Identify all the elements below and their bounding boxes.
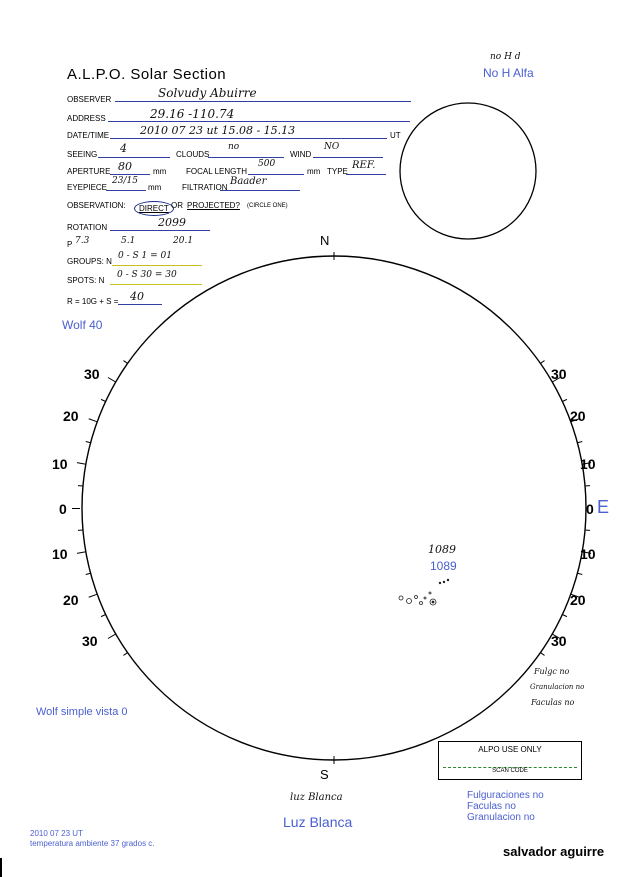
focal-label: FOCAL LENGTH xyxy=(186,167,248,176)
p-label: P xyxy=(67,240,73,249)
latitude-tick xyxy=(123,361,127,364)
latitude-tick xyxy=(101,399,106,401)
lat-label-right-10s: 10 xyxy=(580,546,596,562)
scan-code-label: SCAN CODE xyxy=(492,768,528,774)
groups-label: GROUPS: N xyxy=(67,257,112,266)
author-name: salvador aguirre xyxy=(503,844,605,859)
ut-label: UT xyxy=(390,131,401,140)
disk-ticks xyxy=(77,361,591,656)
scan-edge-mark xyxy=(0,858,2,877)
lat-label-left-20s: 20 xyxy=(63,592,79,608)
hand-note-fulg: Fulgc no xyxy=(534,667,570,676)
latitude-tick xyxy=(540,653,544,656)
r-label: R = 10G + S = xyxy=(67,297,119,306)
latitude-tick xyxy=(77,552,86,554)
mm-label-3: mm xyxy=(148,183,162,192)
eyepiece-label: EYEPIECE xyxy=(67,183,108,192)
latitude-tick xyxy=(89,594,97,597)
latitude-tick xyxy=(123,653,127,656)
spots-value: 0 - S 30 = 30 xyxy=(117,270,177,280)
latitude-tick xyxy=(86,573,91,574)
fulguraciones-note: Fulguraciones no xyxy=(467,790,544,801)
lat-label-right-20n: 20 xyxy=(570,408,586,424)
type-value: REF. xyxy=(352,160,376,171)
latitude-tick xyxy=(89,419,97,422)
latitude-tick xyxy=(540,361,544,364)
mm-label-2: mm xyxy=(307,167,321,176)
observation-label: OBSERVATION: xyxy=(67,201,126,210)
observer-label: OBSERVER xyxy=(67,95,112,104)
projected-option: PROJECTED? xyxy=(187,201,240,210)
lat-label-right-10n: 10 xyxy=(580,456,596,472)
temperature-note: temperatura ambiente 37 grados c. xyxy=(30,839,155,848)
rotation-value: 2099 xyxy=(158,216,186,229)
wolf-number-note: Wolf 40 xyxy=(62,318,103,332)
mm-label-1: mm xyxy=(153,167,167,176)
latitude-tick xyxy=(108,634,116,639)
lat-label-right-30s: 30 xyxy=(551,633,567,649)
luz-blanca-label: Luz Blanca xyxy=(283,814,353,830)
filtration-label: FILTRATION xyxy=(182,183,228,192)
lat-label-left-10s: 10 xyxy=(52,546,68,562)
latitude-tick xyxy=(577,441,582,442)
h-alpha-circle xyxy=(400,103,536,239)
direct-option: DIRECT xyxy=(134,201,174,216)
latitude-tick xyxy=(577,573,582,574)
lat-label-left-0: 0 xyxy=(59,501,67,517)
latitude-tick xyxy=(108,378,116,383)
b-value: 5.1 xyxy=(121,236,136,246)
lat-label-left-30n: 30 xyxy=(84,366,100,382)
luz-blanca-handwritten: luz Blanca xyxy=(290,792,343,803)
latitude-tick xyxy=(562,614,567,616)
south-label: S xyxy=(320,767,329,782)
or-label: OR xyxy=(171,201,183,210)
lat-label-left-10n: 10 xyxy=(52,456,68,472)
no-h-alfa-note: No H Alfa xyxy=(483,66,534,80)
observer-value: Solvudy Abuirre xyxy=(158,86,257,100)
alpo-use-only-title: ALPO USE ONLY xyxy=(478,745,542,754)
filtration-value: Baader xyxy=(230,176,267,187)
faculas-note: Faculas no xyxy=(467,801,516,812)
wind-label: WIND xyxy=(290,150,312,159)
granulacion-note: Granulacion no xyxy=(467,812,535,823)
group-number-label: 1089 xyxy=(430,559,457,573)
latitude-tick xyxy=(77,463,86,465)
lat-label-left-20n: 20 xyxy=(63,408,79,424)
aperture-label: APERTURE xyxy=(67,167,111,176)
groups-value: 0 - S 1 = 01 xyxy=(118,251,172,261)
latitude-tick xyxy=(562,399,567,401)
lat-label-right-0: 0 xyxy=(586,501,594,517)
datetime-label: DATE/TIME xyxy=(67,131,110,140)
address-label: ADDRESS xyxy=(67,114,106,123)
latitude-tick xyxy=(101,614,106,616)
form-title: A.L.P.O. Solar Section xyxy=(67,66,227,83)
lat-label-left-30s: 30 xyxy=(82,633,98,649)
eyepiece-value: 23/15 xyxy=(112,176,138,186)
left-equator-tick xyxy=(72,508,80,509)
spots-label: SPOTS: N xyxy=(67,276,105,285)
wind-value: NO xyxy=(324,142,340,152)
date-note: 2010 07 23 UT xyxy=(30,829,83,838)
p-value: 7.3 xyxy=(75,236,90,246)
north-label: N xyxy=(320,233,330,248)
seeing-label: SEEING xyxy=(67,150,98,159)
lat-label-right-30n: 30 xyxy=(551,366,567,382)
group-number-handwritten: 1089 xyxy=(428,543,456,556)
l-value: 20.1 xyxy=(173,236,194,246)
clouds-label: CLOUDS xyxy=(176,150,210,159)
circle-one-label: (CIRCLE ONE) xyxy=(247,203,288,209)
east-label: E xyxy=(597,497,610,517)
focal-value: 500 xyxy=(258,159,276,169)
hand-note-gran: Granulacion no xyxy=(530,683,585,691)
seeing-value: 4 xyxy=(120,142,127,155)
alpo-use-only-box xyxy=(438,741,582,780)
r-value: 40 xyxy=(130,290,144,303)
lat-label-right-20s: 20 xyxy=(570,592,586,608)
wolf-simple-note: Wolf simple vista 0 xyxy=(36,706,128,718)
hand-note-fac: Faculas no xyxy=(531,698,575,707)
datetime-value: 2010 07 23 ut 15.08 - 15.13 xyxy=(140,124,296,137)
type-label: TYPE xyxy=(327,167,348,176)
address-value: 29.16 -110.74 xyxy=(150,107,235,121)
solar-disk xyxy=(82,256,586,760)
aperture-value: 80 xyxy=(118,160,132,173)
clouds-value: no xyxy=(228,142,240,152)
no-h-alfa-handwritten: no H d xyxy=(490,52,521,62)
sunspot-group-1089 xyxy=(399,579,449,605)
rotation-label: ROTATION xyxy=(67,223,108,232)
latitude-tick xyxy=(86,441,91,442)
